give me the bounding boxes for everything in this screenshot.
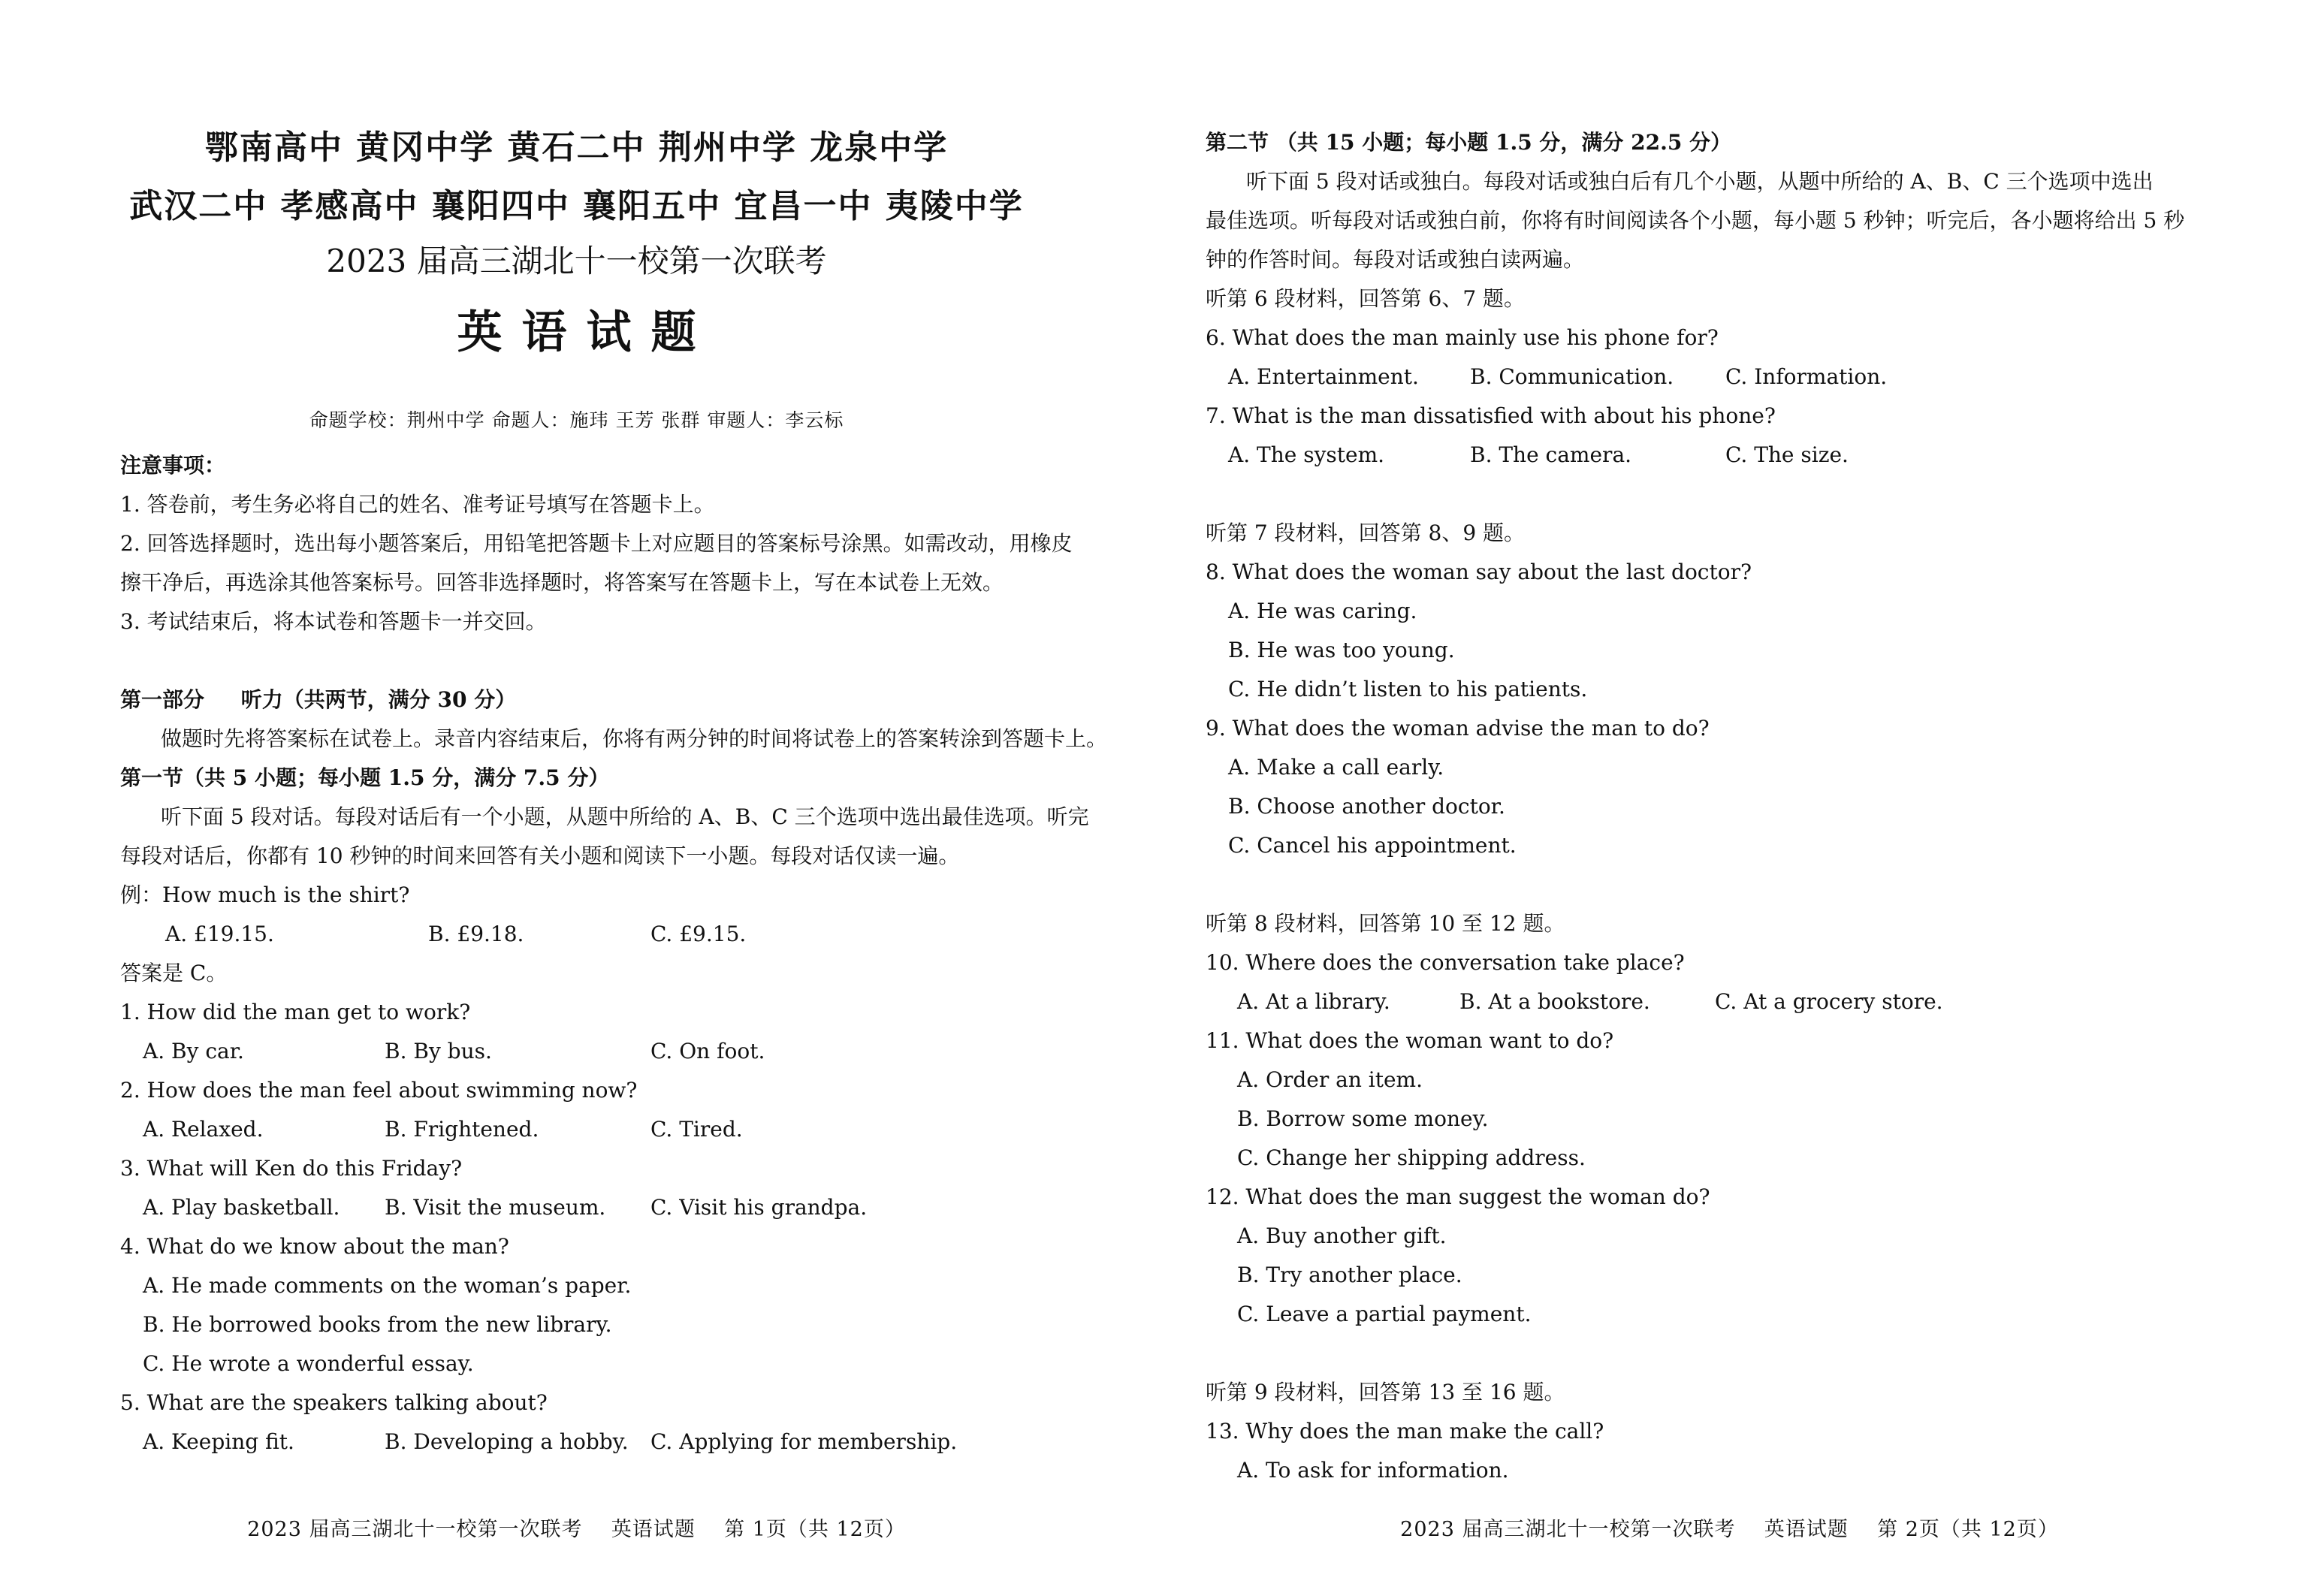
exam-title: 2023 届高三湖北十一校第一次联考 [326, 243, 827, 279]
option-c: C. At a grocery store. [1715, 989, 1943, 1014]
schools-line-2: 武汉二中 孝感高中 襄阳四中 襄阳五中 宜昌一中 夷陵中学 [129, 187, 1024, 225]
option-a: A. The system. [1228, 442, 1385, 467]
material-6-heading: 听第 6 段材料，回答第 6、7 题。 [1206, 286, 1526, 311]
section2-directions-cont-2: 钟的作答时间。每段对话或独白读两遍。 [1206, 247, 1585, 272]
section2-title: 第二节 （共 15 小题；每小题 1.5 分，满分 22.5 分） [1206, 130, 1732, 155]
notice-item-2-cont: 擦干净后，再选涂其他答案标号。回答非选择题时，将答案写在答题卡上，写在本试卷上无效。 [120, 570, 1004, 595]
section2-directions-cont-1: 最佳选项。听每段对话或独白前，你将有时间阅读各个小题，每小题 5 秒钟；听完后，各小题将给出 5 秒 [1206, 208, 2185, 233]
section1-title: 第一节（共 5 小题；每小题 1.5 分，满分 7.5 分） [120, 765, 610, 790]
subject-title: 英语试题 [457, 306, 716, 359]
example-options [0, 915, 1153, 954]
option-c: C. Change her shipping address. [1237, 1145, 1586, 1170]
question-1-options [0, 1032, 1153, 1071]
option-a: A. He made comments on the woman’s paper. [143, 1273, 632, 1298]
example-option-c: C. £9.15. [650, 922, 747, 946]
question-6-options [1153, 358, 2306, 397]
part1-instruction: 做题时先将答案标在试卷上。录音内容结束后，你将有两分钟的时间将试卷上的答案转涂到答题卡上。 [161, 726, 1108, 751]
option-a: A. Relaxed. [143, 1117, 264, 1142]
option-b: B. Communication. [1470, 364, 1674, 389]
example-option-b: B. £9.18. [428, 922, 524, 946]
option-c: C. Leave a partial payment. [1237, 1302, 1532, 1326]
option-a: A. Play basketball. [143, 1195, 340, 1220]
question-6: 6. What does the man mainly use his phone for? [1206, 325, 1719, 350]
question-11: 11. What does the woman want to do? [1206, 1028, 1614, 1053]
material-7-heading: 听第 7 段材料，回答第 8、9 题。 [1206, 520, 1526, 545]
option-b: B. The camera. [1470, 442, 1632, 467]
option-b: B. Try another place. [1237, 1263, 1462, 1287]
page-footer: 2023 届高三湖北十一校第一次联考 英语试题 第 2页（共 12页） [1400, 1518, 2059, 1541]
schools-line-1: 鄂南高中 黄冈中学 黄石二中 荆州中学 龙泉中学 [204, 128, 949, 167]
question-7-options [1153, 436, 2306, 475]
option-a: A. Entertainment. [1228, 364, 1419, 389]
option-a: A. To ask for information. [1237, 1458, 1509, 1483]
option-c: C. He didn’t listen to his patients. [1228, 677, 1588, 701]
option-a: A. Order an item. [1237, 1067, 1423, 1092]
question-7: 7. What is the man dissatisfied with about his phone? [1206, 403, 1776, 428]
option-b: B. Frightened. [385, 1117, 539, 1142]
option-b: B. By bus. [385, 1039, 492, 1063]
option-c: C. Cancel his appointment. [1228, 833, 1517, 858]
option-b: B. Developing a hobby. [385, 1429, 629, 1454]
question-5: 5. What are the speakers talking about? [120, 1390, 548, 1415]
option-b: B. He was too young. [1228, 638, 1455, 662]
example-answer: 答案是 C。 [120, 961, 228, 985]
part1-title: 第一部分 听力（共两节，满分 30 分） [120, 687, 517, 712]
option-a: A. Make a call early. [1228, 755, 1444, 780]
option-c: C. The size. [1725, 442, 1849, 467]
question-3-options [0, 1188, 1153, 1227]
question-4: 4. What do we know about the man? [120, 1234, 509, 1259]
exam-meta: 命题学校：荆州中学 命题人：施玮 王芳 张群 审题人：李云标 [309, 409, 844, 431]
material-9-heading: 听第 9 段材料，回答第 13 至 16 题。 [1206, 1380, 1565, 1404]
question-1: 1. How did the man get to work? [120, 1000, 471, 1024]
question-9: 9. What does the woman advise the man to do? [1206, 716, 1710, 741]
option-c: C. Applying for membership. [650, 1429, 958, 1454]
option-c: C. Information. [1725, 364, 1888, 389]
example-question: 例：How much is the shirt? [120, 882, 410, 907]
notice-item-3: 3. 考试结束后，将本试卷和答题卡一并交回。 [120, 609, 547, 634]
question-2-options [0, 1110, 1153, 1149]
question-3: 3. What will Ken do this Friday? [120, 1156, 463, 1181]
section2-directions: 听下面 5 段对话或独白。每段对话或独白后有几个小题，从题中所给的 A、B、C 三个选项中选出 [1246, 169, 2154, 194]
option-b: B. At a bookstore. [1459, 989, 1650, 1014]
question-10: 10. Where does the conversation take place? [1206, 950, 1685, 975]
question-2: 2. How does the man feel about swimming now? [120, 1078, 638, 1103]
option-b: B. Borrow some money. [1237, 1106, 1489, 1131]
option-a: A. He was caring. [1228, 599, 1417, 623]
option-a: A. At a library. [1237, 989, 1390, 1014]
option-b: B. Visit the museum. [385, 1195, 606, 1220]
option-b: B. He borrowed books from the new library. [143, 1312, 612, 1337]
notice-title: 注意事项： [120, 453, 226, 478]
option-a: A. By car. [143, 1039, 244, 1063]
option-c: C. He wrote a wonderful essay. [143, 1351, 474, 1376]
question-12: 12. What does the man suggest the woman do? [1206, 1184, 1710, 1209]
material-8-heading: 听第 8 段材料，回答第 10 至 12 题。 [1206, 911, 1565, 936]
question-5-options [0, 1423, 1153, 1462]
option-c: C. On foot. [650, 1039, 765, 1063]
section1-directions-cont: 每段对话后，你都有 10 秒钟的时间来回答有关小题和阅读下一小题。每段对话仅读一遍。 [120, 843, 960, 868]
option-a: A. Buy another gift. [1237, 1223, 1447, 1248]
section1-directions: 听下面 5 段对话。每段对话后有一个小题，从题中所给的 A、B、C 三个选项中选出最佳选项。听完 [161, 804, 1089, 829]
option-b: B. Choose another doctor. [1228, 794, 1505, 819]
example-option-a: A. £19.15. [165, 922, 274, 946]
question-10-options [1153, 982, 2306, 1021]
page-footer: 2023 届高三湖北十一校第一次联考 英语试题 第 1页（共 12页） [247, 1518, 906, 1541]
question-8: 8. What does the woman say about the last doctor? [1206, 560, 1752, 584]
question-13: 13. Why does the man make the call? [1206, 1419, 1604, 1444]
notice-item-2: 2. 回答选择题时，选出每小题答案后，用铅笔把答题卡上对应题目的答案标号涂黑。如需改动，用橡皮 [120, 531, 1073, 556]
notice-item-1: 1. 答卷前，考生务必将自己的姓名、准考证号填写在答题卡上。 [120, 492, 715, 517]
option-c: C. Visit his grandpa. [650, 1195, 868, 1220]
exam-page-2 [1153, 0, 2306, 1596]
option-a: A. Keeping fit. [143, 1429, 294, 1454]
option-c: C. Tired. [650, 1117, 743, 1142]
